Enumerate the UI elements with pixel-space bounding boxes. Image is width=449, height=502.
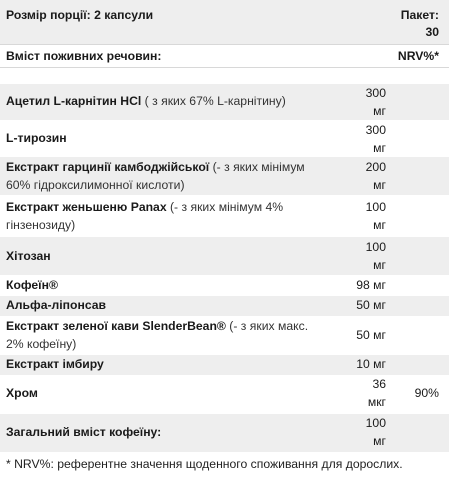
content-label: Вміст поживних речовин: <box>6 49 162 63</box>
package-label: Пакет: <box>400 8 439 22</box>
nrv-header: NRV%* <box>397 49 439 63</box>
ingredient-unit: мкг <box>367 395 386 409</box>
ingredient-detail: гінзенозиду) <box>6 218 76 232</box>
ingredient-amount: 200 <box>365 160 386 174</box>
ingredient-amount: 10 мг <box>356 357 386 371</box>
ingredient-row <box>0 317 449 355</box>
divider <box>0 67 449 68</box>
total-caffeine-row <box>0 414 449 452</box>
ingredient-amount: 36 <box>372 377 386 391</box>
ingredient-name: Ацетил L-карнітин HCl ( з яких 67% L-карнітину) <box>6 94 286 108</box>
ingredient-name: Хром <box>6 386 38 400</box>
ingredient-name: Кофеїн® <box>6 278 58 292</box>
ingredient-amount: 100 <box>365 200 386 214</box>
ingredient-unit: мг <box>373 434 386 448</box>
ingredient-name: Альфа-ліпонсав <box>6 298 107 312</box>
ingredient-amount: 300 <box>365 123 386 137</box>
ingredient-amount: 50 мг <box>356 328 386 342</box>
ingredient-unit: мг <box>373 104 386 118</box>
ingredient-unit: мг <box>373 141 386 155</box>
ingredient-amount: 100 <box>365 240 386 254</box>
ingredient-row <box>0 296 449 316</box>
ingredient-unit: мг <box>373 258 386 272</box>
ingredient-name: Хітозан <box>6 249 51 263</box>
ingredient-row <box>0 355 449 375</box>
content-header-row <box>0 45 449 67</box>
serving-size-label: Розмір порції: 2 капсули <box>6 8 154 22</box>
ingredient-amount: 50 мг <box>356 298 386 312</box>
ingredient-amount: 300 <box>365 86 386 100</box>
ingredient-amount: 98 мг <box>356 278 386 292</box>
package-count: 30 <box>425 25 439 39</box>
ingredient-unit: мг <box>373 218 386 232</box>
ingredient-row <box>0 196 449 236</box>
ingredient-name: Екстракт імбиру <box>6 357 104 371</box>
ingredient-amount: 100 <box>365 416 386 430</box>
nrv-footnote: * NRV%: референтне значення щоденного споживання для дорослих. <box>6 457 403 471</box>
ingredient-name: Екстракт гарцинії камбоджійської (- з яких мінімум <box>6 160 305 174</box>
ingredient-nrv: 90% <box>414 386 439 400</box>
ingredient-unit: мг <box>373 178 386 192</box>
ingredient-row <box>0 276 449 296</box>
ingredient-detail: 2% кофеїну) <box>6 337 77 351</box>
ingredient-detail: 60% гідроксилимонної кислоти) <box>6 178 185 192</box>
serving-size-row <box>0 0 449 44</box>
ingredient-row <box>0 375 449 413</box>
ingredient-row <box>0 121 449 157</box>
ingredient-name: L-тирозин <box>6 131 67 145</box>
ingredient-name: Екстракт зеленої кави SlenderBean® (- з яких макс. <box>6 319 309 333</box>
ingredient-row <box>0 237 449 275</box>
ingredient-row <box>0 84 449 120</box>
ingredient-name: Екстракт женьшеню Panax (- з яких мінімум 4% <box>6 200 284 214</box>
ingredient-row <box>0 157 449 195</box>
ingredient-name: Загальний вміст кофеїну: <box>6 425 162 439</box>
